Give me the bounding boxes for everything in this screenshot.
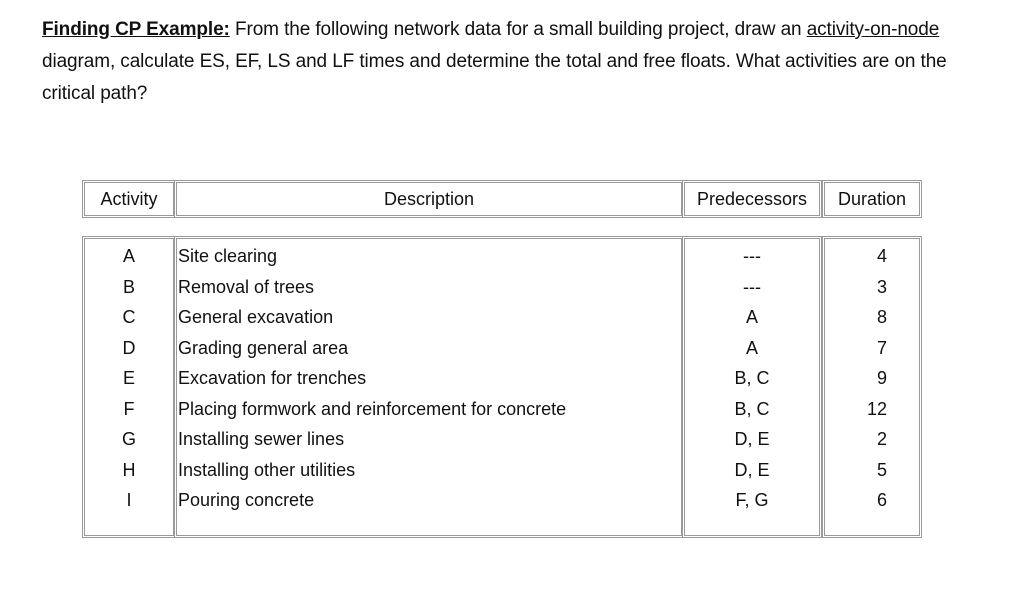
duration-cell: 4 <box>876 246 887 266</box>
description-cell: Pouring concrete <box>178 490 315 510</box>
predecessors-cell: A <box>745 307 758 327</box>
duration-cell: 9 <box>876 368 887 388</box>
activity-cell: G <box>121 429 136 449</box>
duration-cell: 5 <box>876 459 887 480</box>
prompt-text-1: From the following network data for a small building project, draw an <box>229 19 807 40</box>
description-cell: General excavation <box>178 307 334 327</box>
activity-cell: A <box>122 246 135 266</box>
duration-cell: 8 <box>876 307 887 327</box>
problem-statement <box>42 14 982 110</box>
activity-on-node-term: activity-on-node <box>806 19 940 40</box>
duration-column <box>822 236 922 538</box>
description-column <box>174 236 684 538</box>
duration-cell: 12 <box>866 398 887 419</box>
description-cell: Removal of trees <box>178 276 315 297</box>
header-predecessors: Predecessors <box>682 180 822 218</box>
predecessors-cell: --- <box>743 246 761 266</box>
activity-cell: B <box>122 276 135 297</box>
network-data-table <box>80 178 926 540</box>
activity-column <box>82 236 176 538</box>
predecessors-cell: F, G <box>735 490 769 510</box>
activity-cell: D <box>122 337 136 358</box>
duration-cell: 2 <box>876 429 887 449</box>
header-duration: Duration <box>822 180 922 218</box>
description-cell: Placing formwork and reinforcement for concrete <box>178 398 567 419</box>
example-title: Finding CP Example: <box>42 19 230 40</box>
prompt-text-2: diagram, calculate ES, EF, LS and LF times and determine the total and free floats. What activities are on the critical path? <box>42 51 947 104</box>
predecessors-cell: D, E <box>734 429 770 449</box>
activity-cell: F <box>123 398 135 419</box>
duration-cell: 7 <box>876 337 887 358</box>
predecessors-cell: D, E <box>734 459 770 480</box>
activity-cell: E <box>122 368 135 388</box>
description-cell: Site clearing <box>178 246 278 266</box>
predecessors-cell: A <box>745 337 758 358</box>
description-cell: Installing sewer lines <box>178 429 345 449</box>
activity-cell: C <box>122 307 136 327</box>
predecessors-cell: B, C <box>734 368 770 388</box>
predecessors-column <box>682 236 822 538</box>
duration-cell: 6 <box>876 490 887 510</box>
header-description: Description <box>174 180 684 218</box>
description-cell: Installing other utilities <box>178 459 356 480</box>
predecessors-cell: B, C <box>734 398 770 419</box>
activity-cell: I <box>126 490 132 510</box>
description-cell: Excavation for trenches <box>178 368 367 388</box>
description-cell: Grading general area <box>178 337 349 358</box>
activity-cell: H <box>122 459 136 480</box>
header-activity: Activity <box>82 180 176 218</box>
predecessors-cell: --- <box>743 276 761 297</box>
duration-cell: 3 <box>876 276 887 297</box>
